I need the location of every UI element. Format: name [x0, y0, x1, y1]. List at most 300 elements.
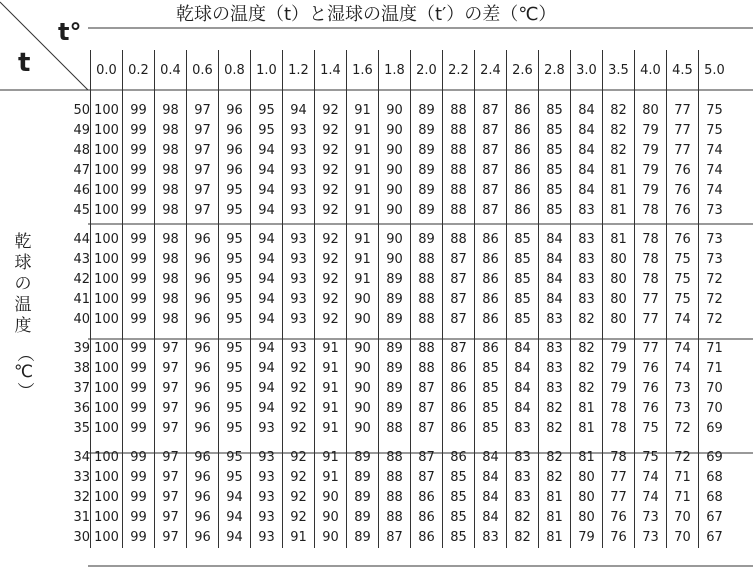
humidity-cell: 89 — [379, 330, 411, 359]
humidity-cell: 93 — [283, 181, 315, 201]
humidity-cell: 90 — [379, 92, 411, 121]
row-temperature: 42 — [73, 272, 90, 287]
humidity-cell: 88 — [379, 468, 411, 488]
humidity-cell: 92 — [315, 181, 347, 201]
humidity-cell: 73 — [635, 508, 667, 528]
humidity-cell: 92 — [315, 221, 347, 250]
humidity-cell: 89 — [411, 161, 443, 181]
humidity-cell: 92 — [283, 439, 315, 468]
humidity-cell: 72 — [699, 270, 731, 290]
humidity-cell: 97 — [187, 161, 219, 181]
row-temperature: 40 — [73, 312, 90, 327]
humidity-cell: 72 — [667, 419, 699, 439]
humidity-cell: 94 — [251, 250, 283, 270]
humidity-cell: 86 — [443, 419, 475, 439]
humidity-cell: 99 — [123, 181, 155, 201]
humidity-cell: 87 — [475, 121, 507, 141]
humidity-cell: 83 — [571, 221, 603, 250]
humidity-cell: 93 — [251, 439, 283, 468]
humidity-cell: 78 — [603, 419, 635, 439]
humidity-cell: 73 — [635, 528, 667, 548]
humidity-cell: 98 — [155, 92, 187, 121]
humidity-cell: 94 — [219, 488, 251, 508]
humidity-cell: 74 — [667, 330, 699, 359]
humidity-cell: 85 — [507, 310, 539, 330]
humidity-cell: 92 — [283, 399, 315, 419]
column-header: 0.6 — [187, 50, 219, 92]
humidity-cell: 90 — [347, 310, 379, 330]
humidity-cell: 81 — [539, 488, 571, 508]
humidity-cell: 97 — [155, 508, 187, 528]
humidity-cell: 86 — [475, 270, 507, 290]
humidity-cell: 85 — [475, 359, 507, 379]
humidity-cell: 71 — [699, 330, 731, 359]
humidity-cell: 91 — [347, 270, 379, 290]
humidity-cell: 71 — [699, 359, 731, 379]
humidity-cell: 78 — [635, 221, 667, 250]
humidity-cell: 97 — [155, 439, 187, 468]
humidity-cell: 96 — [187, 270, 219, 290]
humidity-cell: 97 — [187, 181, 219, 201]
humidity-cell: 91 — [315, 419, 347, 439]
humidity-cell: 97 — [155, 488, 187, 508]
table-row — [54, 250, 730, 270]
humidity-cell: 100 — [91, 379, 123, 399]
table-row — [54, 310, 730, 330]
humidity-cell: 88 — [443, 221, 475, 250]
column-header: 2.2 — [443, 50, 475, 92]
humidity-cell: 90 — [315, 508, 347, 528]
humidity-cell: 97 — [155, 528, 187, 548]
humidity-cell: 94 — [251, 161, 283, 181]
humidity-cell: 100 — [91, 419, 123, 439]
column-header: 0.2 — [123, 50, 155, 92]
humidity-cell: 81 — [603, 201, 635, 221]
humidity-cell: 89 — [347, 439, 379, 468]
side-label-char: 度 — [14, 316, 32, 336]
humidity-cell: 79 — [635, 121, 667, 141]
humidity-cell: 100 — [91, 201, 123, 221]
humidity-cell: 83 — [539, 330, 571, 359]
humidity-cell: 67 — [699, 508, 731, 528]
humidity-cell: 94 — [251, 310, 283, 330]
humidity-cell: 99 — [123, 468, 155, 488]
humidity-cell: 75 — [635, 439, 667, 468]
humidity-cell: 75 — [699, 121, 731, 141]
humidity-cell: 74 — [699, 161, 731, 181]
humidity-cell: 95 — [251, 121, 283, 141]
humidity-cell: 86 — [507, 92, 539, 121]
humidity-cell: 91 — [315, 379, 347, 399]
humidity-cell: 87 — [475, 181, 507, 201]
humidity-cell: 93 — [251, 508, 283, 528]
humidity-cell: 96 — [187, 439, 219, 468]
table-row — [54, 419, 730, 439]
humidity-cell: 96 — [219, 161, 251, 181]
row-temperature: 45 — [73, 203, 90, 218]
column-header: 0.4 — [155, 50, 187, 92]
humidity-cell: 99 — [123, 270, 155, 290]
humidity-cell: 90 — [379, 201, 411, 221]
humidity-cell: 80 — [635, 92, 667, 121]
humidity-cell: 79 — [635, 161, 667, 181]
row-temperature: 46 — [73, 183, 90, 198]
humidity-cell: 86 — [507, 161, 539, 181]
side-label-char: （℃） — [13, 345, 34, 399]
humidity-cell: 85 — [507, 290, 539, 310]
humidity-cell: 74 — [667, 310, 699, 330]
humidity-cell: 89 — [411, 141, 443, 161]
humidity-cell: 90 — [379, 121, 411, 141]
humidity-cell: 100 — [91, 250, 123, 270]
humidity-cell: 94 — [251, 221, 283, 250]
table-title: 乾球の温度（t）と湿球の温度（t′）の差（℃） — [176, 4, 557, 25]
humidity-cell: 99 — [123, 221, 155, 250]
row-temperature: 39 — [73, 341, 90, 356]
humidity-cell: 80 — [603, 290, 635, 310]
humidity-cell: 85 — [539, 201, 571, 221]
humidity-cell: 77 — [667, 121, 699, 141]
column-header: 2.4 — [475, 50, 507, 92]
humidity-cell: 71 — [667, 468, 699, 488]
humidity-cell: 86 — [475, 310, 507, 330]
table-row — [54, 161, 730, 181]
humidity-cell: 91 — [315, 359, 347, 379]
humidity-cell: 95 — [251, 92, 283, 121]
humidity-cell: 84 — [571, 181, 603, 201]
humidity-cell: 91 — [347, 201, 379, 221]
row-temperature: 50 — [73, 103, 90, 118]
humidity-cell: 89 — [379, 270, 411, 290]
humidity-cell: 100 — [91, 399, 123, 419]
humidity-cell: 97 — [155, 330, 187, 359]
humidity-cell: 85 — [443, 508, 475, 528]
humidity-cell: 80 — [603, 310, 635, 330]
humidity-cell: 90 — [379, 141, 411, 161]
humidity-cell: 84 — [571, 92, 603, 121]
humidity-cell: 99 — [123, 359, 155, 379]
humidity-cell: 89 — [379, 399, 411, 419]
humidity-cell: 94 — [251, 359, 283, 379]
humidity-cell: 84 — [475, 439, 507, 468]
humidity-cell: 73 — [699, 250, 731, 270]
humidity-cell: 97 — [155, 359, 187, 379]
humidity-cell: 78 — [635, 250, 667, 270]
row-temperature: 48 — [73, 143, 90, 158]
humidity-cell: 70 — [667, 528, 699, 548]
humidity-cell: 91 — [347, 250, 379, 270]
row-temperature: 35 — [73, 421, 90, 436]
table-row — [54, 468, 730, 488]
humidity-cell: 96 — [187, 419, 219, 439]
humidity-cell: 73 — [667, 399, 699, 419]
humidity-cell: 84 — [475, 508, 507, 528]
humidity-cell: 97 — [187, 141, 219, 161]
humidity-cell: 98 — [155, 141, 187, 161]
humidity-cell: 99 — [123, 121, 155, 141]
humidity-cell: 75 — [667, 290, 699, 310]
humidity-cell: 85 — [475, 399, 507, 419]
humidity-cell: 90 — [347, 290, 379, 310]
humidity-cell: 92 — [315, 270, 347, 290]
humidity-cell: 89 — [379, 310, 411, 330]
humidity-cell: 74 — [699, 141, 731, 161]
humidity-cell: 88 — [379, 508, 411, 528]
humidity-cell: 88 — [411, 310, 443, 330]
row-temperature: 31 — [73, 510, 90, 525]
humidity-cell: 88 — [411, 270, 443, 290]
humidity-cell: 83 — [539, 310, 571, 330]
humidity-cell: 95 — [219, 359, 251, 379]
humidity-cell: 77 — [635, 310, 667, 330]
humidity-cell: 91 — [315, 439, 347, 468]
humidity-cell: 94 — [283, 92, 315, 121]
humidity-cell: 90 — [347, 379, 379, 399]
humidity-cell: 82 — [603, 121, 635, 141]
humidity-cell: 96 — [187, 330, 219, 359]
humidity-cell: 96 — [219, 141, 251, 161]
humidity-cell: 76 — [603, 508, 635, 528]
humidity-cell: 95 — [219, 221, 251, 250]
humidity-cell: 98 — [155, 121, 187, 141]
humidity-cell: 90 — [379, 250, 411, 270]
humidity-cell: 96 — [187, 310, 219, 330]
row-temperature: 36 — [73, 401, 90, 416]
humidity-cell: 100 — [91, 270, 123, 290]
humidity-cell: 91 — [347, 221, 379, 250]
humidity-cell: 91 — [347, 181, 379, 201]
humidity-cell: 91 — [315, 330, 347, 359]
column-header: 1.4 — [315, 50, 347, 92]
humidity-cell: 100 — [91, 121, 123, 141]
humidity-cell: 88 — [443, 141, 475, 161]
table-row — [54, 121, 730, 141]
humidity-cell: 96 — [187, 399, 219, 419]
column-header: 4.0 — [635, 50, 667, 92]
humidity-cell: 79 — [603, 379, 635, 399]
humidity-cell: 100 — [91, 508, 123, 528]
humidity-cell: 76 — [667, 161, 699, 181]
humidity-cell: 82 — [603, 92, 635, 121]
humidity-cell: 97 — [187, 121, 219, 141]
humidity-cell: 86 — [443, 439, 475, 468]
humidity-cell: 68 — [699, 488, 731, 508]
humidity-cell: 96 — [187, 528, 219, 548]
humidity-cell: 82 — [539, 468, 571, 488]
row-temperature: 44 — [73, 232, 90, 247]
humidity-cell: 82 — [539, 439, 571, 468]
humidity-cell: 90 — [315, 528, 347, 548]
humidity-cell: 80 — [571, 508, 603, 528]
humidity-cell: 90 — [347, 419, 379, 439]
column-header: 1.0 — [251, 50, 283, 92]
row-temperature: 32 — [73, 490, 90, 505]
humidity-cell: 96 — [187, 508, 219, 528]
humidity-cell: 95 — [219, 270, 251, 290]
humidity-cell: 96 — [187, 250, 219, 270]
table-row — [54, 181, 730, 201]
humidity-cell: 97 — [155, 399, 187, 419]
column-header: 2.6 — [507, 50, 539, 92]
humidity-cell: 87 — [411, 419, 443, 439]
humidity-cell: 85 — [539, 141, 571, 161]
humidity-cell: 98 — [155, 310, 187, 330]
humidity-cell: 86 — [507, 181, 539, 201]
humidity-cell: 99 — [123, 310, 155, 330]
humidity-cell: 94 — [251, 399, 283, 419]
humidity-cell: 85 — [443, 528, 475, 548]
humidity-cell: 96 — [187, 221, 219, 250]
humidity-cell: 87 — [443, 330, 475, 359]
humidity-cell: 99 — [123, 92, 155, 121]
row-temperature: 49 — [73, 123, 90, 138]
column-header: 0.0 — [91, 50, 123, 92]
humidity-cell: 81 — [603, 181, 635, 201]
humidity-cell: 87 — [379, 528, 411, 548]
column-header: 1.6 — [347, 50, 379, 92]
humidity-cell: 100 — [91, 528, 123, 548]
humidity-cell: 89 — [379, 359, 411, 379]
humidity-cell: 88 — [443, 92, 475, 121]
humidity-cell: 99 — [123, 379, 155, 399]
humidity-cell: 75 — [667, 270, 699, 290]
humidity-cell: 67 — [699, 528, 731, 548]
humidity-cell: 76 — [667, 221, 699, 250]
humidity-cell: 94 — [219, 528, 251, 548]
humidity-cell: 88 — [411, 250, 443, 270]
humidity-cell: 80 — [603, 250, 635, 270]
humidity-cell: 84 — [507, 359, 539, 379]
humidity-cell: 90 — [347, 330, 379, 359]
humidity-cell: 96 — [187, 468, 219, 488]
humidity-cell: 70 — [699, 399, 731, 419]
column-header: 1.2 — [283, 50, 315, 92]
humidity-cell: 82 — [507, 528, 539, 548]
humidity-cell: 88 — [443, 201, 475, 221]
humidity-cell: 78 — [603, 439, 635, 468]
humidity-cell: 95 — [219, 310, 251, 330]
humidity-cell: 83 — [539, 359, 571, 379]
table-row — [54, 330, 730, 359]
humidity-cell: 82 — [539, 419, 571, 439]
table-row — [54, 439, 730, 468]
humidity-cell: 87 — [475, 201, 507, 221]
row-temperature: 38 — [73, 361, 90, 376]
humidity-cell: 76 — [667, 181, 699, 201]
humidity-cell: 92 — [283, 468, 315, 488]
humidity-cell: 92 — [315, 92, 347, 121]
humidity-cell: 100 — [91, 181, 123, 201]
humidity-cell: 100 — [91, 92, 123, 121]
humidity-cell: 91 — [347, 141, 379, 161]
column-header: 5.0 — [699, 50, 731, 92]
humidity-cell: 86 — [443, 379, 475, 399]
humidity-cell: 88 — [379, 419, 411, 439]
humidity-cell: 79 — [635, 181, 667, 201]
humidity-cell: 99 — [123, 528, 155, 548]
column-header: 0.8 — [219, 50, 251, 92]
table-row — [54, 290, 730, 310]
humidity-cell: 93 — [251, 488, 283, 508]
column-header: 1.8 — [379, 50, 411, 92]
humidity-cell: 77 — [635, 290, 667, 310]
humidity-cell: 86 — [411, 508, 443, 528]
humidity-cell: 89 — [411, 181, 443, 201]
humidity-cell: 68 — [699, 468, 731, 488]
table-row — [54, 141, 730, 161]
humidity-cell: 98 — [155, 270, 187, 290]
humidity-cell: 88 — [411, 359, 443, 379]
humidity-cell: 72 — [699, 290, 731, 310]
humidity-cell: 84 — [539, 221, 571, 250]
row-temperature: 47 — [73, 163, 90, 178]
humidity-cell: 83 — [571, 250, 603, 270]
humidity-cell: 92 — [283, 359, 315, 379]
humidity-cell: 74 — [699, 181, 731, 201]
humidity-cell: 76 — [603, 528, 635, 548]
humidity-cell: 83 — [571, 201, 603, 221]
humidity-cell: 86 — [475, 250, 507, 270]
humidity-cell: 87 — [411, 439, 443, 468]
humidity-cell: 73 — [699, 201, 731, 221]
humidity-cell: 89 — [411, 92, 443, 121]
humidity-cell: 95 — [219, 201, 251, 221]
dry-bulb-label: t — [18, 48, 31, 78]
humidity-cell: 100 — [91, 141, 123, 161]
humidity-cell: 77 — [667, 141, 699, 161]
humidity-cell: 84 — [539, 250, 571, 270]
humidity-cell: 95 — [219, 439, 251, 468]
humidity-cell: 94 — [251, 201, 283, 221]
humidity-cell: 92 — [315, 310, 347, 330]
humidity-cell: 91 — [347, 161, 379, 181]
humidity-cell: 93 — [251, 528, 283, 548]
humidity-cell: 96 — [219, 92, 251, 121]
humidity-cell: 100 — [91, 290, 123, 310]
humidity-cell: 80 — [571, 468, 603, 488]
humidity-cell: 95 — [219, 330, 251, 359]
humidity-cell: 96 — [187, 290, 219, 310]
humidity-cell: 85 — [443, 488, 475, 508]
humidity-cell: 93 — [283, 270, 315, 290]
side-label-char: 温 — [14, 295, 32, 315]
humidity-cell: 91 — [347, 92, 379, 121]
row-temperature: 33 — [73, 470, 90, 485]
humidity-cell: 85 — [539, 121, 571, 141]
humidity-cell: 99 — [123, 161, 155, 181]
humidity-cell: 88 — [379, 488, 411, 508]
humidity-cell: 98 — [155, 201, 187, 221]
humidity-cell: 98 — [155, 161, 187, 181]
humidity-cell: 87 — [443, 270, 475, 290]
humidity-cell: 90 — [347, 399, 379, 419]
humidity-cell: 99 — [123, 439, 155, 468]
column-header: 4.5 — [667, 50, 699, 92]
table-row — [54, 488, 730, 508]
humidity-cell: 79 — [603, 330, 635, 359]
humidity-cell: 91 — [315, 399, 347, 419]
humidity-cell: 87 — [411, 399, 443, 419]
humidity-cell: 89 — [411, 221, 443, 250]
humidity-cell: 93 — [283, 121, 315, 141]
humidity-cell: 86 — [475, 221, 507, 250]
humidity-cell: 79 — [635, 141, 667, 161]
humidity-cell: 77 — [603, 468, 635, 488]
humidity-cell: 92 — [283, 508, 315, 528]
humidity-cell: 87 — [475, 92, 507, 121]
humidity-cell: 84 — [571, 121, 603, 141]
humidity-cell: 95 — [219, 379, 251, 399]
